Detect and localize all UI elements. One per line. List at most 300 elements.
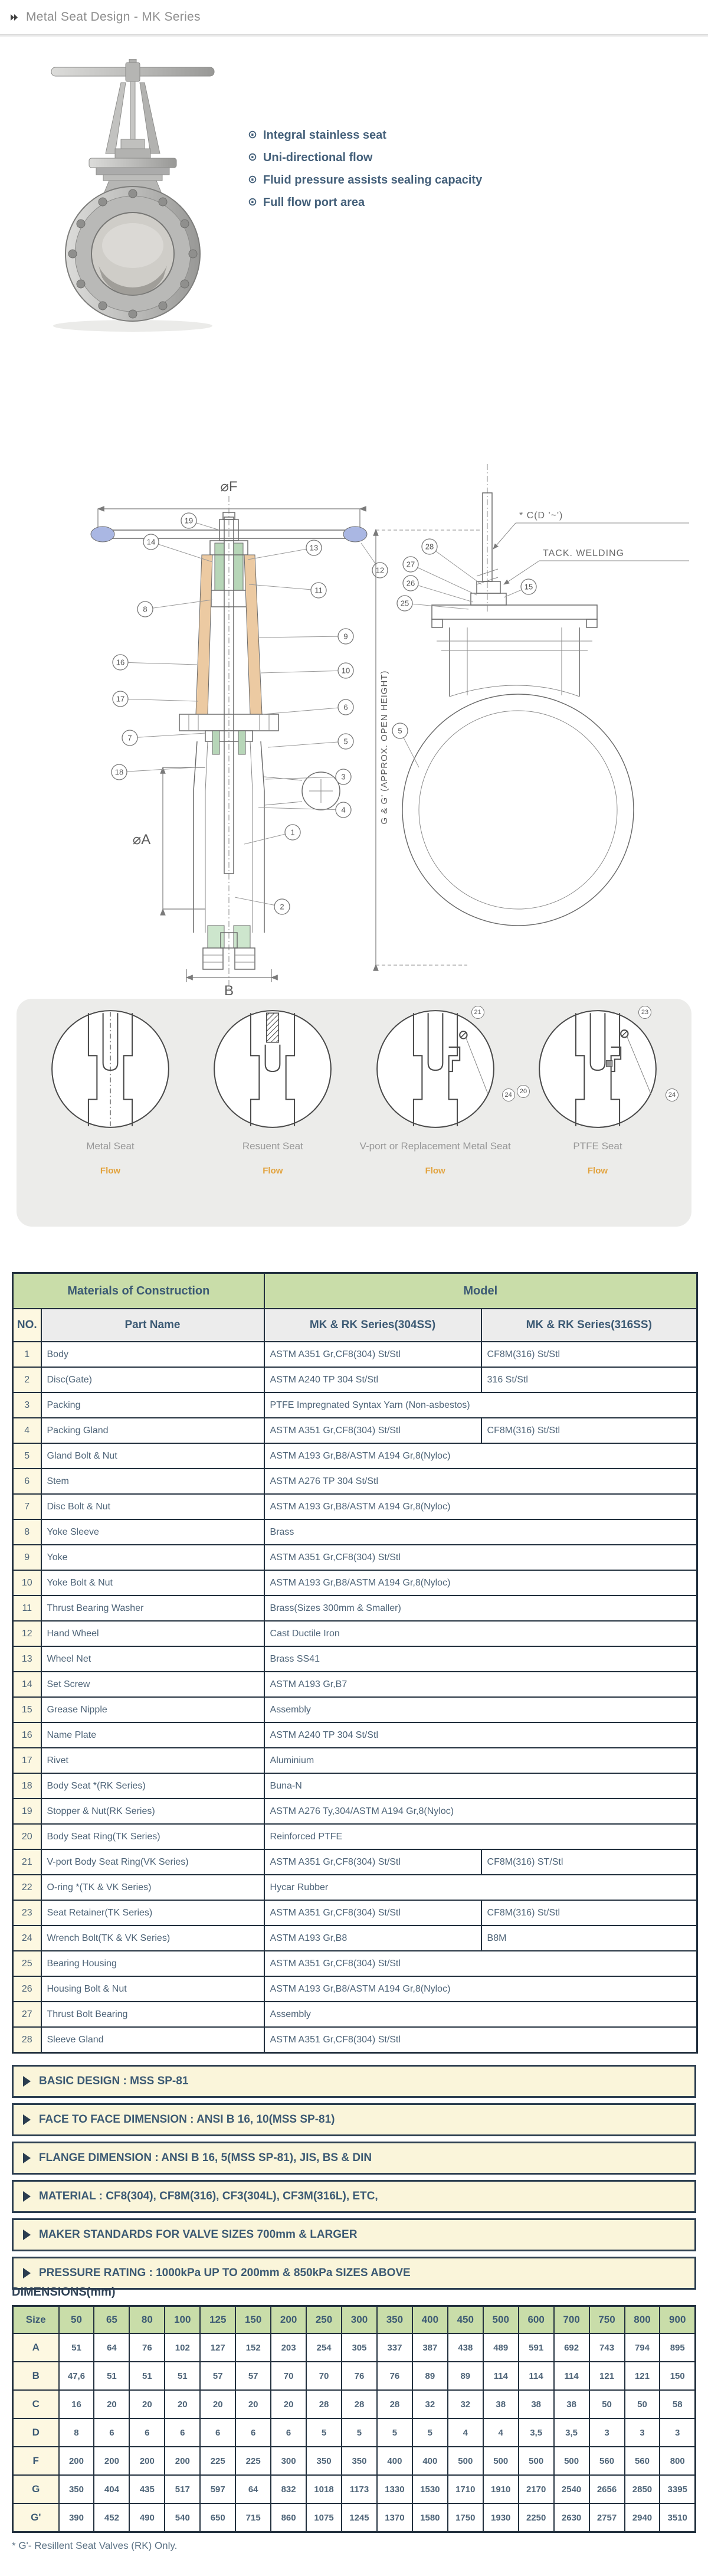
metal-seat-drawing [50,1008,171,1130]
seat-name: PTFE Seat [573,1140,622,1152]
callout-number: 4 [341,805,346,815]
dimensions-footnote: * G'- Resillent Seat Valves (RK) Only. [12,2540,178,2551]
dims-cell: 8 [59,2418,94,2447]
dims-cell: 200 [165,2447,200,2475]
callout-number: 19 [184,516,194,525]
dimensions-title: DIMENSIONS(mm) [12,2286,116,2299]
material-part-name: Gland Bolt & Nut [41,1443,264,1469]
materials-row [13,1748,697,1773]
dims-cell: 225 [200,2447,235,2475]
dims-size-header: 800 [625,2306,660,2334]
material-part-name: Sleeve Gland [41,2027,264,2053]
feature-text: Fluid pressure assists sealing capacity [263,174,483,187]
spec-text: FACE TO FACE DIMENSION : ANSI B 16, 10(MSS SP-81) [39,2113,335,2126]
dims-cell: 20 [200,2390,235,2418]
dims-cell: 203 [271,2333,306,2362]
callout-number: 14 [146,537,156,547]
dims-cell: 1710 [448,2475,483,2503]
dims-cell: 1075 [306,2503,342,2532]
material-no: 4 [13,1418,41,1443]
materials-table [12,1272,698,2054]
spec-text: FLANGE DIMENSION : ANSI B 16, 5(MSS SP-81), JIS, BS & DIN [39,2152,372,2164]
dims-cell: 597 [200,2475,235,2503]
callout-24: 24 [666,1088,678,1101]
dims-corner-header: Size [13,2306,59,2334]
dims-size-header: 350 [377,2306,412,2334]
dims-cell: 28 [342,2390,377,2418]
triangle-icon [23,2230,31,2240]
dims-cell: 51 [94,2362,129,2390]
callout-number: 27 [406,560,415,569]
materials-row [13,1342,697,1367]
dims-cell: 2170 [519,2475,554,2503]
material-316: CF8M(316) St/Stl [481,1900,697,1926]
callout-24: 24 [502,1088,515,1101]
dims-cell: 1530 [412,2475,448,2503]
callout-number: 9 [343,632,348,641]
callout-number: 16 [116,658,125,667]
dims-cell: 70 [306,2362,342,2390]
dims-row-label: G [13,2475,59,2503]
dims-row [13,2333,696,2362]
materials-row [13,1951,697,1976]
dims-size-header: 50 [59,2306,94,2334]
dims-cell: 76 [377,2362,412,2390]
material-316: 316 St/Stl [481,1367,697,1392]
material-no: 28 [13,2027,41,2053]
material-304: ASTM A240 TP 304 St/Stl [264,1367,481,1392]
material-no: 21 [13,1849,41,1875]
dims-cell: 350 [59,2475,94,2503]
materials-row [13,1494,697,1519]
callout-number: 6 [343,702,348,712]
material-no: 10 [13,1570,41,1596]
dims-cell: 5 [412,2418,448,2447]
dims-cell: 6 [235,2418,271,2447]
callout-23: 23 [638,1006,651,1019]
material-304: Reinforced PTFE [264,1824,697,1849]
dims-cell: 591 [519,2333,554,2362]
dims-cell: 50 [589,2390,625,2418]
dims-cell: 20 [271,2390,306,2418]
material-part-name: Rivet [41,1748,264,1773]
material-no: 14 [13,1672,41,1697]
callout-number: 7 [127,733,132,743]
product-section [0,53,708,443]
dims-cell: 2250 [519,2503,554,2532]
material-304: ASTM A193 Gr,B8/ASTM A194 Gr,8(Nyloc) [264,1443,697,1469]
seat-card-ptfe [520,1008,675,1176]
material-304: Buna-N [264,1773,697,1799]
dims-cell: 540 [165,2503,200,2532]
dims-size-header: 750 [589,2306,625,2334]
dims-size-header: 100 [165,2306,200,2334]
dims-cell: 6 [165,2418,200,2447]
dims-cell: 114 [483,2362,519,2390]
callout-20: 20 [517,1085,530,1098]
dims-cell: 2850 [625,2475,660,2503]
dims-cell: 152 [235,2333,271,2362]
weld-note-label: TACK. WELDING [543,548,625,558]
callout-21: 21 [471,1006,484,1019]
dims-cell: 2540 [554,2475,589,2503]
dims-cell: 51 [165,2362,200,2390]
material-part-name: Set Screw [41,1672,264,1697]
callout-number: 5 [398,726,402,735]
material-no: 7 [13,1494,41,1519]
materials-row [13,1722,697,1748]
material-304: Brass SS41 [264,1646,697,1672]
dims-cell: 4 [448,2418,483,2447]
materials-row [13,1900,697,1926]
dims-cell: 3 [660,2418,695,2447]
product-photo [32,59,233,336]
col-header-316: MK & RK Series(316SS) [481,1309,697,1342]
col-header-part: Part Name [41,1309,264,1342]
dims-cell: 6 [129,2418,165,2447]
callout-number: 13 [309,543,319,553]
material-no: 18 [13,1773,41,1799]
materials-row [13,1926,697,1951]
material-part-name: V-port Body Seat Ring(VK Series) [41,1849,264,1875]
dims-cell: 500 [448,2447,483,2475]
dims-cell: 2656 [589,2475,625,2503]
dims-cell: 350 [306,2447,342,2475]
material-no: 27 [13,2002,41,2027]
dims-cell: 5 [377,2418,412,2447]
dims-cell: 435 [129,2475,165,2503]
feature-item [248,169,482,191]
dims-row [13,2503,696,2532]
materials-section [12,1272,696,2054]
dims-cell: 3395 [660,2475,695,2503]
page-header [0,0,708,35]
dims-cell: 387 [412,2333,448,2362]
dimensions-table [12,2305,696,2533]
dims-cell: 102 [165,2333,200,2362]
seat-flow-label: Flow [587,1166,608,1176]
dims-cell: 51 [59,2333,94,2362]
spec-item [12,2142,696,2175]
dims-cell: 64 [235,2475,271,2503]
material-304: ASTM A193 Gr,B8/ASTM A194 Gr,8(Nyloc) [264,1494,697,1519]
dims-cell: 4 [483,2418,519,2447]
dims-cell: 3510 [660,2503,695,2532]
dims-cell: 121 [625,2362,660,2390]
material-no: 26 [13,1976,41,2002]
dims-cell: 200 [94,2447,129,2475]
dims-cell: 1910 [483,2475,519,2503]
seat-name: Resuent Seat [242,1140,303,1152]
material-304: ASTM A193 Gr,B8/ASTM A194 Gr,8(Nyloc) [264,1570,697,1596]
spec-text: MAKER STANDARDS FOR VALVE SIZES 700mm & LARGER [39,2228,358,2241]
materials-row [13,2027,697,2053]
material-no: 22 [13,1875,41,1900]
dims-cell: 832 [271,2475,306,2503]
callout-number: 12 [375,565,385,575]
dims-cell: 3 [589,2418,625,2447]
dims-size-header: 65 [94,2306,129,2334]
seat-card-vport [358,1008,513,1176]
dims-cell: 400 [412,2447,448,2475]
dims-row-label: B [13,2362,59,2390]
callout-number: 28 [425,542,434,551]
dims-row-label: C [13,2390,59,2418]
material-304: ASTM A351 Gr,CF8(304) St/Stl [264,1849,481,1875]
materials-row [13,1545,697,1570]
dims-row [13,2362,696,2390]
dims-cell: 500 [554,2447,589,2475]
material-no: 1 [13,1342,41,1367]
dim-a-label: ⌀A [132,832,151,848]
dims-cell: 6 [271,2418,306,2447]
spec-item [12,2180,696,2213]
material-part-name: Seat Retainer(TK Series) [41,1900,264,1926]
material-316: CF8M(316) ST/Stl [481,1849,697,1875]
materials-row [13,1849,697,1875]
material-part-name: Disc Bolt & Nut [41,1494,264,1519]
dims-cell: 1018 [306,2475,342,2503]
callout-number: 15 [524,582,533,591]
material-304: ASTM A193 Gr,B7 [264,1672,697,1697]
group-header-materials: Materials of Construction [13,1273,264,1309]
dim-b-label: B [224,983,234,999]
dims-row [13,2447,696,2475]
spec-text: PRESSURE RATING : 1000kPa UP TO 200mm & 850kPa SIZES ABOVE [39,2267,411,2279]
material-304: ASTM A351 Gr,CF8(304) St/Stl [264,1951,697,1976]
dims-row-label: F [13,2447,59,2475]
dims-row-label: D [13,2418,59,2447]
dims-cell: 121 [589,2362,625,2390]
material-no: 13 [13,1646,41,1672]
dims-size-header: 500 [483,2306,519,2334]
resuent-seat-drawing [212,1008,333,1130]
material-no: 2 [13,1367,41,1392]
dims-size-header: 400 [412,2306,448,2334]
material-no: 20 [13,1824,41,1849]
dims-cell: 794 [625,2333,660,2362]
dims-cell: 57 [235,2362,271,2390]
page-title: Metal Seat Design - MK Series [26,10,201,24]
material-part-name: Disc(Gate) [41,1367,264,1392]
dims-cell: 490 [129,2503,165,2532]
dims-cell: 38 [554,2390,589,2418]
dims-cell: 5 [342,2418,377,2447]
material-part-name: Bearing Housing [41,1951,264,1976]
dims-cell: 3 [625,2418,660,2447]
dims-size-header: 700 [554,2306,589,2334]
double-chevron-icon [9,13,20,22]
material-304: Assembly [264,2002,697,2027]
feature-text: Uni-directional flow [263,151,373,164]
dims-cell: 32 [412,2390,448,2418]
material-part-name: Wheel Net [41,1646,264,1672]
material-304: ASTM A276 Ty,304/ASTM A194 Gr,8(Nyloc) [264,1799,697,1824]
dimensions-section [12,2286,696,2552]
dims-cell: 452 [94,2503,129,2532]
material-304: ASTM A193 Gr,B8/ASTM A194 Gr,8(Nyloc) [264,1976,697,2002]
dims-cell: 20 [235,2390,271,2418]
materials-row [13,1773,697,1799]
seat-name: V-port or Replacement Metal Seat [359,1140,511,1152]
ptfe-seat-drawing [537,1008,658,1130]
dims-cell: 76 [342,2362,377,2390]
materials-row [13,1697,697,1722]
dims-row [13,2390,696,2418]
materials-row [13,1875,697,1900]
material-316: CF8M(316) St/Stl [481,1342,697,1367]
dims-cell: 3,5 [554,2418,589,2447]
dims-cell: 20 [165,2390,200,2418]
specs-section [12,2065,696,2295]
dims-cell: 489 [483,2333,519,2362]
callout-number: 3 [341,772,346,782]
dims-cell: 1370 [377,2503,412,2532]
material-part-name: Thrust Bolt Bearing [41,2002,264,2027]
dims-cell: 337 [377,2333,412,2362]
material-part-name: Body Seat *(RK Series) [41,1773,264,1799]
dims-cell: 64 [94,2333,129,2362]
dims-cell: 517 [165,2475,200,2503]
callout-number: 5 [343,737,348,746]
dims-cell: 89 [448,2362,483,2390]
material-part-name: Stopper & Nut(RK Series) [41,1799,264,1824]
dims-cell: 390 [59,2503,94,2532]
materials-row [13,1570,697,1596]
material-part-name: Thrust Bearing Washer [41,1596,264,1621]
material-part-name: Stem [41,1469,264,1494]
dims-cell: 20 [129,2390,165,2418]
dims-cell: 500 [483,2447,519,2475]
dims-size-header: 125 [200,2306,235,2334]
material-304: ASTM A351 Gr,CF8(304) St/Stl [264,1418,481,1443]
technical-drawings [0,460,708,999]
material-no: 9 [13,1545,41,1570]
seat-card-metal [33,1008,188,1176]
dims-cell: 28 [377,2390,412,2418]
seat-flow-label: Flow [263,1166,283,1176]
material-304: Brass [264,1519,697,1545]
materials-row [13,2002,697,2027]
material-304: ASTM A351 Gr,CF8(304) St/Stl [264,1342,481,1367]
dims-cell: 2757 [589,2503,625,2532]
materials-group-header-row [13,1273,697,1309]
left-technical-drawing [64,460,394,999]
target-bullet-icon: ⊙ [248,196,257,208]
material-no: 23 [13,1900,41,1926]
dims-cell: 1173 [342,2475,377,2503]
material-part-name: Hand Wheel [41,1621,264,1646]
dims-cell: 400 [377,2447,412,2475]
dims-cell: 1580 [412,2503,448,2532]
dims-row [13,2418,696,2447]
material-304: PTFE Impregnated Syntax Yarn (Non-asbestos) [264,1392,697,1418]
feature-text: Integral stainless seat [263,129,386,142]
dims-cell: 2630 [554,2503,589,2532]
material-no: 15 [13,1697,41,1722]
material-no: 6 [13,1469,41,1494]
materials-row [13,1646,697,1672]
dims-size-header: 600 [519,2306,554,2334]
dims-cell: 16 [59,2390,94,2418]
material-no: 11 [13,1596,41,1621]
seat-types-panel [17,999,691,1227]
dims-cell: 20 [94,2390,129,2418]
dims-cell: 2940 [625,2503,660,2532]
spec-text: MATERIAL : CF8(304), CF8M(316), CF3(304L), CF3M(316L), ETC, [39,2190,378,2202]
dims-cell: 127 [200,2333,235,2362]
col-header-304: MK & RK Series(304SS) [264,1309,481,1342]
vport-seat-drawing [375,1008,496,1130]
feature-item [248,146,482,169]
materials-row [13,1469,697,1494]
dims-cell: 38 [483,2390,519,2418]
dims-cell: 1930 [483,2503,519,2532]
stem-note-label: * C(D '~') [519,511,563,521]
dims-cell: 47,6 [59,2362,94,2390]
feature-text: Full flow port area [263,196,365,209]
dims-size-header: 80 [129,2306,165,2334]
material-no: 16 [13,1722,41,1748]
callout-number: 11 [314,586,323,595]
material-304: ASTM A193 Gr,B8 [264,1926,481,1951]
dims-size-header: 300 [342,2306,377,2334]
materials-column-header-row [13,1309,697,1342]
dims-cell: 1750 [448,2503,483,2532]
callout-number: 17 [116,694,125,704]
dims-cell: 200 [129,2447,165,2475]
dims-cell: 692 [554,2333,589,2362]
callout-number: 1 [290,828,295,837]
spec-item [12,2103,696,2136]
spec-item [12,2257,696,2290]
material-part-name: Packing [41,1392,264,1418]
dims-cell: 114 [519,2362,554,2390]
material-no: 17 [13,1748,41,1773]
material-no: 12 [13,1621,41,1646]
dims-cell: 254 [306,2333,342,2362]
seat-flow-label: Flow [425,1166,445,1176]
dims-cell: 70 [271,2362,306,2390]
dims-size-header: 450 [448,2306,483,2334]
dims-cell: 6 [94,2418,129,2447]
dims-row-label: G' [13,2503,59,2532]
dims-cell: 300 [271,2447,306,2475]
dims-cell: 6 [200,2418,235,2447]
dims-cell: 114 [554,2362,589,2390]
callout-number: 8 [143,604,148,614]
materials-row [13,1519,697,1545]
materials-row [13,1596,697,1621]
material-no: 24 [13,1926,41,1951]
dims-cell: 3,5 [519,2418,554,2447]
dims-cell: 76 [129,2333,165,2362]
col-header-no: NO. [13,1309,41,1342]
material-part-name: Name Plate [41,1722,264,1748]
seat-card-resuent [195,1008,350,1176]
target-bullet-icon: ⊙ [248,174,257,186]
feature-item [248,124,482,146]
material-304: Aluminium [264,1748,697,1773]
open-height-label: G & G' (APPROX. OPEN HEIGHT) [379,670,389,825]
spec-text: BASIC DESIGN : MSS SP-81 [39,2075,189,2087]
triangle-icon [23,2076,31,2087]
dims-cell: 32 [448,2390,483,2418]
dims-cell: 150 [660,2362,695,2390]
right-callouts [392,539,536,767]
material-304: ASTM A276 TP 304 St/Stl [264,1469,697,1494]
materials-row [13,1392,697,1418]
